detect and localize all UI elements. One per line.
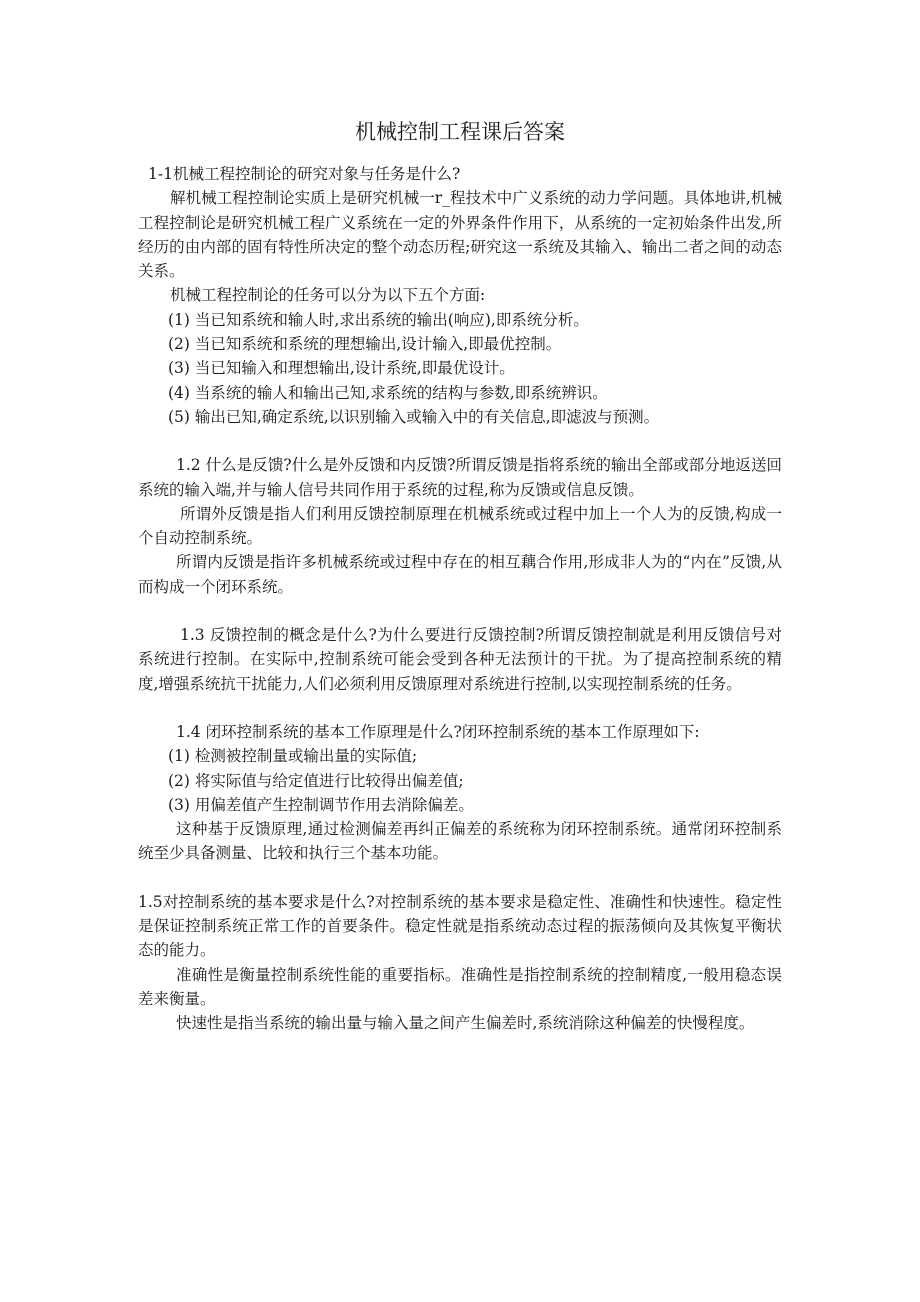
q4-summary: 这种基于反馈原理,通过检测偏差再纠正偏差的系统称为闭环控制系统。通常闭环控制系统至少具备测量、比较和执行三个基本功能。 <box>138 820 782 863</box>
q4-step-item: (2) 将实际值与给定值进行比较得出偏差值; <box>168 771 464 790</box>
q4-text: 1.4 闭环控制系统的基本工作原理是什么?闭环控制系统的基本工作原理如下: <box>176 722 700 741</box>
q1-task-item: (3) 当已知输入和理想输出,设计系统,即最优设计。 <box>168 359 515 378</box>
q3-text: 1.3 反馈控制的概念是什么?为什么要进行反馈控制?所谓反馈控制就是利用反馈信号对系统进行控制。在实际中,控制系统可能会受到各种无法预计的干扰。为了提高控制系统的精度,增强系统抗干扰能力,人们必须利用反馈原理对系统进行控制,以实现控制系统的任务。 <box>138 626 782 693</box>
q1-answer: 解机械工程控制论实质上是研究机械一r_程技术中广义系统的动力学问题。具体地讲,机械工程控制论是研究机械工程广义系统在一定的外界条件作用下，从系统的一定初始条件出发,所经历的由内部的固有特性所决定的整个动态历程;研究这一系统及其输入、输出二者之间的动态关系。 <box>138 189 782 281</box>
section-gap <box>138 599 782 623</box>
section-gap <box>138 866 782 890</box>
q5-speed: 快速性是指当系统的输出量与输入量之间产生偏差时,系统消除这种偏差的快慢程度。 <box>176 1014 755 1033</box>
q4-step-item: (1) 检测被控制量或输出量的实际值; <box>168 747 418 766</box>
q1-task-item: (1) 当已知系统和输人时,求出系统的输出(响应),即系统分析。 <box>168 310 589 329</box>
q5-accuracy: 准确性是衡量控制系统性能的重要指标。准确性是指控制系统的控制精度,一般用稳态误差来衡量。 <box>138 965 782 1008</box>
page-title: 机械控制工程课后答案 <box>355 120 565 144</box>
q1-tasks-intro: 机械工程控制论的任务可以分为以下五个方面: <box>170 286 486 305</box>
q1-question: 1-1机械工程控制论的研究对象与任务是什么? <box>148 165 461 183</box>
q2-internal-feedback: 所谓内反馈是指许多机械系统或过程中存在的相互藕合作用,形成非人为的“内在”反馈,从而构成一个闭环系统。 <box>138 553 782 596</box>
q1-task-item: (4) 当系统的输人和输出己知,求系统的结构与参数,即系统辨识。 <box>168 383 608 402</box>
q1-task-item: (5) 输出已知,确定系统,以识别输入或输入中的有关信息,即滤波与预测。 <box>168 407 660 426</box>
q1-task-item: (2) 当已知系统和系统的理想输出,设计输入,即最优控制。 <box>168 335 562 354</box>
q4-step-item: (3) 用偏差值产生控制调节作用去消除偏差。 <box>168 795 474 814</box>
q5-text: 1.5对控制系统的基本要求是什么?对控制系统的基本要求是稳定性、准确性和快速性。稳定性是保证控制系统正常工作的首要条件。稳定性就是指系统动态过程的振荡倾向及其恢复平衡状态的能力。 <box>138 892 782 960</box>
section-gap <box>138 429 782 453</box>
q2-text: 1.2 什么是反馈?什么是外反馈和内反馈?所谓反馈是指将系统的输出全部或部分地返送回系统的输入端,并与输人信号共同作用于系统的过程,称为反馈或信息反馈。 <box>138 456 782 499</box>
q2-external-feedback: 所谓外反馈是指人们利用反馈控制原理在机械系统或过程中加上一个人为的反馈,构成一个自动控制系统。 <box>138 504 782 548</box>
section-gap <box>138 696 782 720</box>
